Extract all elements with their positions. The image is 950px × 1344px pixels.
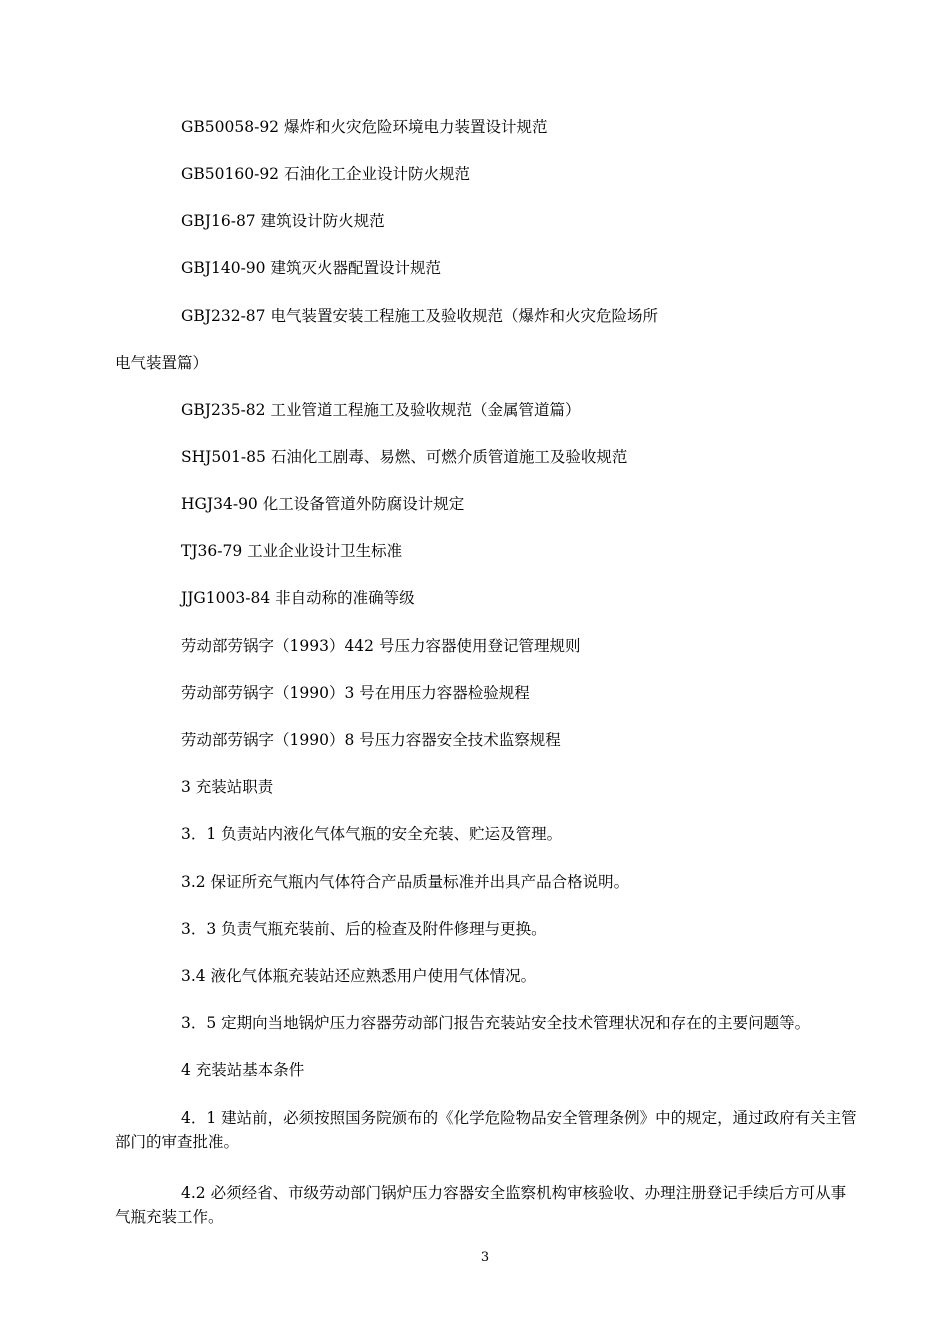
regulation-item: 劳动部劳锅字（1993）442 号压力容器使用登记管理规则 <box>181 637 581 655</box>
standard-item: TJ36-79 工业企业设计卫生标准 <box>181 542 403 560</box>
regulation-item: 劳动部劳锅字（1990）3 号在用压力容器检验规程 <box>181 684 530 702</box>
standard-item: GBJ16-87 建筑设计防火规范 <box>181 212 385 230</box>
clause: 3.2 保证所充气瓶内气体符合产品质量标准并出具产品合格说明。 <box>181 873 630 891</box>
page-number: 3 <box>480 1250 490 1265</box>
clause: 3．3 负责气瓶充装前、后的检查及附件修理与更换。 <box>181 920 547 938</box>
clause: 3.4 液化气体瓶充装站还应熟悉用户使用气体情况。 <box>181 967 537 985</box>
standard-item: GBJ235-82 工业管道工程施工及验收规范（金属管道篇） <box>181 401 581 419</box>
clause: 3．1 负责站内液化气体气瓶的安全充装、贮运及管理。 <box>181 825 563 843</box>
standard-item: JJG1003-84 非自动称的准确等级 <box>181 589 415 607</box>
standard-item-continuation: 电气装置篇） <box>115 354 209 372</box>
section-heading: 4 充装站基本条件 <box>181 1061 305 1079</box>
clause-paragraph: 4．1 建站前，必须按照国务院颁布的《化学危险物品安全管理条例》中的规定，通过政府有关主管部门的审查批准。 <box>115 1109 857 1151</box>
clause-paragraph: 4.2 必须经省、市级劳动部门锅炉压力容器安全监察机构审核验收、办理注册登记手续后方可从事气瓶充装工作。 <box>115 1184 847 1226</box>
standard-item: GBJ140-90 建筑灭火器配置设计规范 <box>181 259 441 277</box>
standard-item: GBJ232-87 电气装置安装工程施工及验收规范（爆炸和火灾危险场所 <box>181 307 658 325</box>
regulation-item: 劳动部劳锅字（1990）8 号压力容器安全技术监察规程 <box>181 731 561 749</box>
standard-item: HGJ34-90 化工设备管道外防腐设计规定 <box>181 495 465 513</box>
clause: 3．5 定期向当地锅炉压力容器劳动部门报告充装站安全技术管理状况和存在的主要问题等。 <box>181 1014 811 1032</box>
standard-item: GB50160-92 石油化工企业设计防火规范 <box>181 165 470 183</box>
standard-item: SHJ501-85 石油化工剧毒、易燃、可燃介质管道施工及验收规范 <box>181 448 628 466</box>
section-heading: 3 充装站职责 <box>181 778 274 796</box>
standard-item: GB50058-92 爆炸和火灾危险环境电力装置设计规范 <box>181 118 548 136</box>
